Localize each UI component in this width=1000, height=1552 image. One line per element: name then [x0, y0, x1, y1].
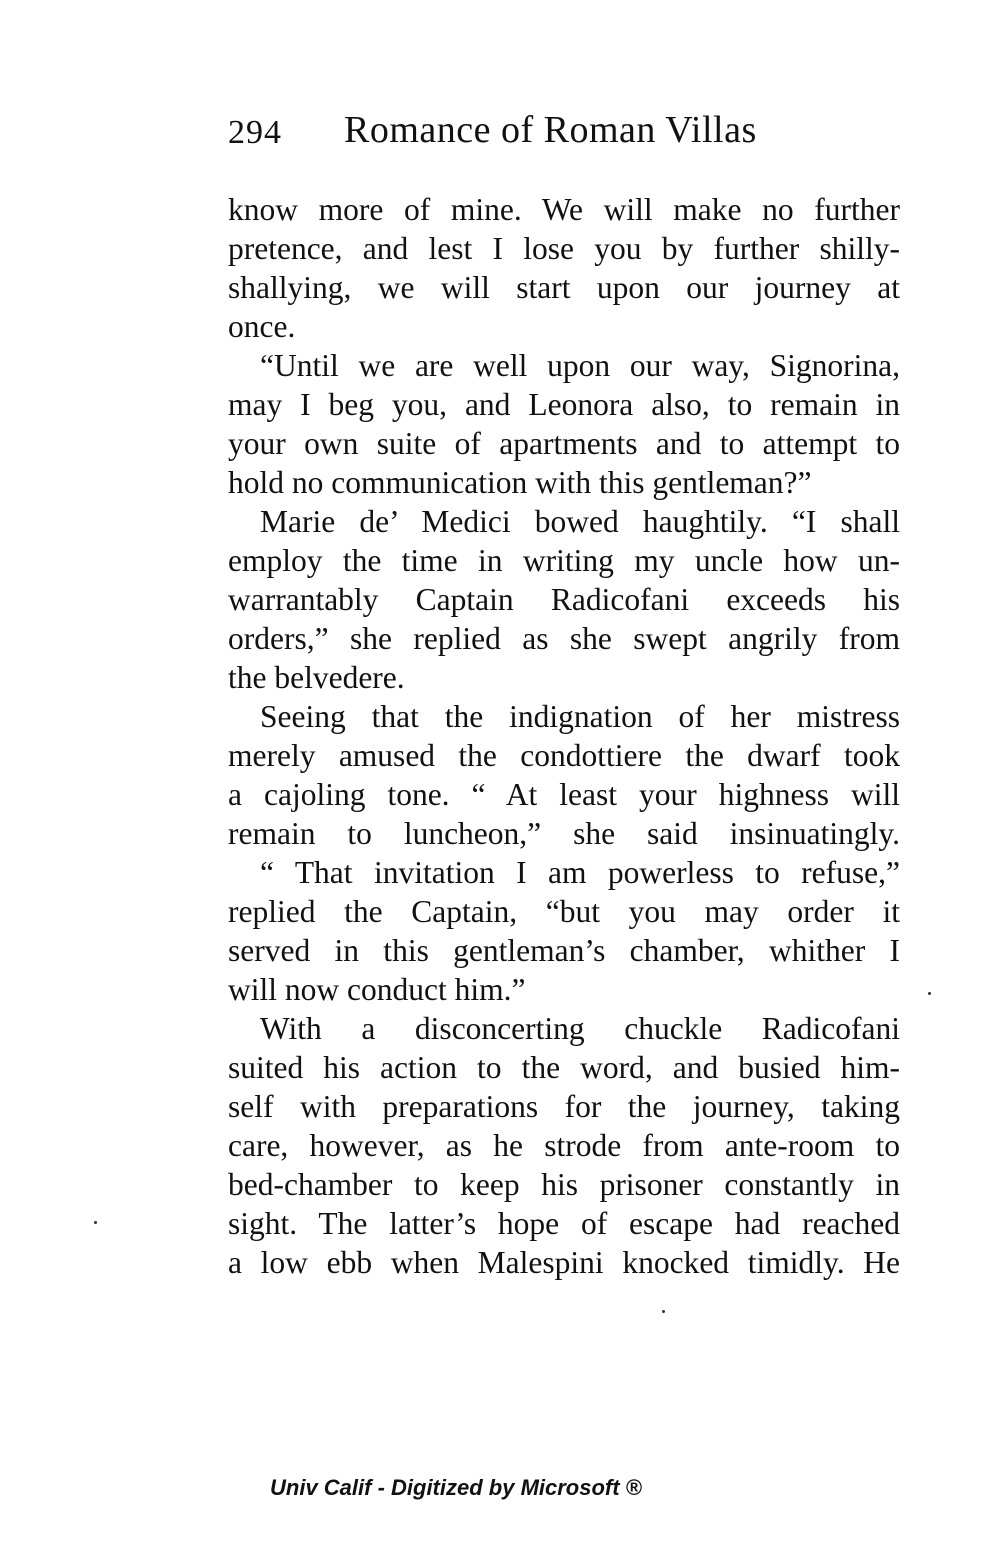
- text-line: a low ebb when Malespini knocked timidly. He: [228, 1245, 900, 1280]
- text-line: remain to luncheon,” she said insinuatingly.: [228, 816, 900, 851]
- scan-speck: [662, 1310, 665, 1313]
- text-line: served in this gentleman’s chamber, whither I: [228, 933, 900, 968]
- running-title: Romance of Roman Villas: [344, 109, 757, 151]
- text-line: may I beg you, and Leonora also, to remain in: [228, 387, 900, 422]
- text-line: suited his action to the word, and busied him-: [228, 1050, 900, 1085]
- text-line: replied the Captain, “but you may order it: [228, 894, 900, 929]
- text-line: care, however, as he strode from ante-room to: [228, 1128, 900, 1163]
- text-line: With a disconcerting chuckle Radicofani: [260, 1011, 900, 1046]
- text-line: Seeing that the indignation of her mistress: [260, 699, 900, 734]
- text-line: know more of mine. We will make no further: [228, 192, 900, 227]
- text-line: employ the time in writing my uncle how un-: [228, 543, 900, 578]
- text-line: warrantably Captain Radicofani exceeds his: [228, 582, 900, 617]
- text-line: orders,” she replied as she swept angrily from: [228, 621, 900, 656]
- text-line: “ That invitation I am powerless to refuse,”: [260, 855, 900, 890]
- text-line: sight. The latter’s hope of escape had reached: [228, 1206, 900, 1241]
- text-line: your own suite of apartments and to attempt to: [228, 426, 900, 461]
- text-line: a cajoling tone. “ At least your highness will: [228, 777, 900, 812]
- text-line: the belvedere.: [228, 660, 405, 695]
- page-header: [228, 108, 908, 158]
- page-number: 294: [228, 114, 282, 151]
- text-line: shallying, we will start upon our journey at: [228, 270, 900, 305]
- body-text: [228, 190, 900, 1282]
- text-line: “Until we are well upon our way, Signorina,: [260, 348, 900, 383]
- text-line: hold no communication with this gentleman?”: [228, 465, 812, 500]
- text-line: self with preparations for the journey, taking: [228, 1089, 900, 1124]
- text-line: merely amused the condottiere the dwarf took: [228, 738, 900, 773]
- text-line: will now conduct him.”: [228, 972, 526, 1007]
- digitization-watermark: Univ Calif - Digitized by Microsoft ®: [270, 1475, 642, 1500]
- scan-speck: [928, 992, 931, 995]
- text-line: bed-chamber to keep his prisoner constantly in: [228, 1167, 900, 1202]
- text-line: pretence, and lest I lose you by further shilly-: [228, 231, 900, 266]
- text-line: once.: [228, 309, 296, 344]
- scan-speck: [94, 1221, 97, 1224]
- text-line: Marie de’ Medici bowed haughtily. “I shall: [260, 504, 900, 539]
